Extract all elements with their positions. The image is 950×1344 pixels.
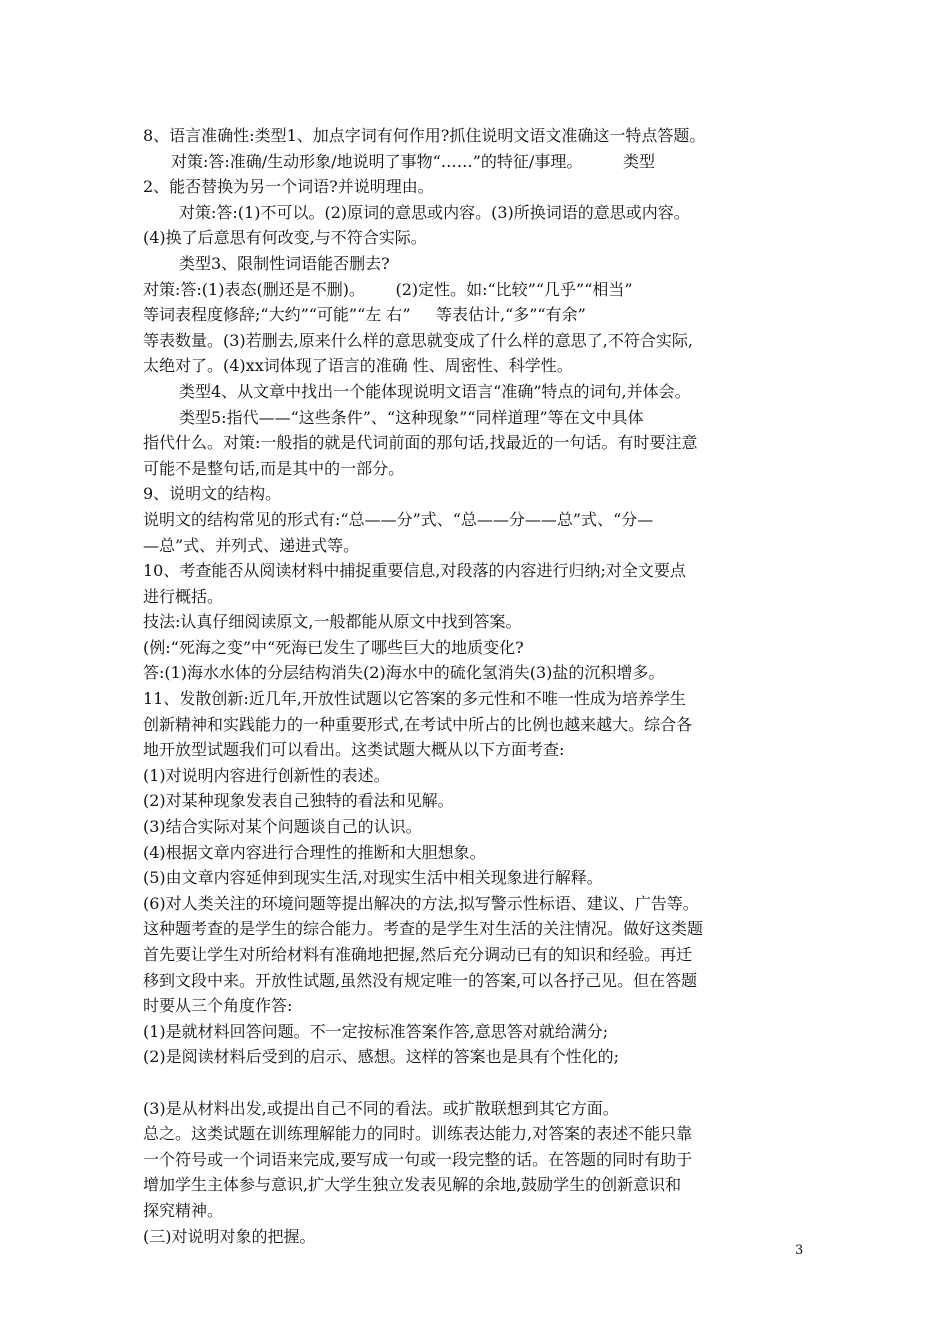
text-line: 对策:答:准确/生动形象/地说明了事物“……”的特征/事理。 类型 xyxy=(171,151,656,171)
blank-line xyxy=(143,1070,813,1096)
list-item: (3)是从材料出发,或提出自己不同的看法。或扩散联想到其它方面。 xyxy=(143,1098,619,1118)
text-line: 移到文段中来。开放性试题,虽然没有规定唯一的答案,可以各抒己见。但在答题 xyxy=(143,970,698,990)
text-line: 总之。这类试题在训练理解能力的同时。训练表达能力,对答案的表述不能只靠 xyxy=(143,1124,693,1144)
text-line: 对策:答:(1)表态(删还是不删)。 (2)定性。如:“比较”“几乎”“相当” xyxy=(143,279,633,299)
text-line: 等词表程度修辞;“大约”“可能”“左 右” 等表估计,“多”“有余” xyxy=(143,305,586,325)
text-line: 时要从三个角度作答: xyxy=(143,996,293,1016)
section-heading: (三)对说明对象的把握。 xyxy=(143,1226,316,1246)
text-line: 进行概括。 xyxy=(143,586,224,606)
section-heading: 9、说明文的结构。 xyxy=(143,484,282,504)
text-line: 创新精神和实践能力的一种重要形式,在考试中所占的比例也越来越大。综合各 xyxy=(143,714,693,734)
text-line: 这种题考查的是学生的综合能力。考查的是学生对生活的关注情况。做好这类题 xyxy=(143,919,704,939)
text-line: 探究精神。 xyxy=(143,1200,224,1220)
page-number: 3 xyxy=(795,1243,804,1258)
section-heading: 11、发散创新:近几年,开放性试题以它答案的多元性和不唯一性成为培养学生 xyxy=(143,689,686,709)
text-line: 类型3、限制性词语能否删去? xyxy=(179,253,390,273)
text-line: 答:(1)海水水体的分层结构消失(2)海水中的硫化氢消失(3)盐的沉积增多。 xyxy=(143,663,665,683)
text-line: 一个符号或一个词语来完成,要写成一句或一段完整的话。在答题的同时有助于 xyxy=(143,1149,693,1169)
text-line: 技法:认真仔细阅读原文,一般都能从原文中找到答案。 xyxy=(143,612,522,632)
list-item: (3)结合实际对某个问题谈自己的认识。 xyxy=(143,817,422,837)
text-line: 指代什么。对策:一般指的就是代词前面的那句话,找最近的一句话。有时要注意 xyxy=(143,433,698,453)
list-item: (2)对某种现象发表自己独特的看法和见解。 xyxy=(143,791,454,811)
text-line: 地开放型试题我们可以看出。这类试题大概从以下方面考查: xyxy=(143,740,565,760)
text-line: 类型5:指代——“这些条件”、“这种现象”“同样道理”等在文中具体 xyxy=(179,407,644,427)
text-line: 2、能否替换为另一个词语?并说明理由。 xyxy=(143,177,434,197)
text-line: (4)换了后意思有何改变,与不符合实际。 xyxy=(143,228,427,248)
text-line: 可能不是整句话,而是其中的一部分。 xyxy=(143,458,405,478)
text-line: 说明文的结构常见的形式有:“总——分”式、“总——分——总”式、“分— xyxy=(143,509,654,529)
text-line: 类型4、从文章中找出一个能体现说明文语言“准确”特点的词句,并体会。 xyxy=(179,381,691,401)
document-body xyxy=(143,123,813,1249)
list-item: (1)是就材料回答问题。不一定按标准答案作答,意思答对就给满分; xyxy=(143,1021,609,1041)
text-line: 等表数量。(3)若删去,原来什么样的意思就变成了什么样的意思了,不符合实际, xyxy=(143,330,693,350)
list-item: (4)根据文章内容进行合理性的推断和大胆想象。 xyxy=(143,842,486,862)
text-line: 太绝对了。(4)xx词体现了语言的准确 性、周密性、科学性。 xyxy=(143,356,573,376)
text-line: 8、语言准确性:类型1、加点字词有何作用?抓住说明文语文准确这一特点答题。 xyxy=(143,126,706,145)
text-line: 首先要让学生对所给材料有准确地把握,然后充分调动已有的知识和经验。再迁 xyxy=(143,945,693,964)
list-item: (6)对人类关注的环境问题等提出解决的方法,拟写警示性标语、建议、广告等。 xyxy=(143,893,699,913)
list-item: (1)对说明内容进行创新性的表述。 xyxy=(143,765,390,785)
list-item: (5)由文章内容延伸到现实生活,对现实生活中相关现象进行解释。 xyxy=(143,868,603,888)
text-line: —总”式、并列式、递进式等。 xyxy=(143,535,360,555)
text-line: 对策:答:(1)不可以。(2)原词的意思或内容。(3)所换词语的意思或内容。 xyxy=(179,202,690,222)
section-heading: 10、考查能否从阅读材料中捕捉重要信息,对段落的内容进行归纳;对全文要点 xyxy=(143,561,686,581)
text-line: (例:“死海之变”中“死海已发生了哪些巨大的地质变化? xyxy=(143,637,524,657)
list-item: (2)是阅读材料后受到的启示、感想。这样的答案也是具有个性化的; xyxy=(143,1047,620,1067)
text-line: 增加学生主体参与意识,扩大学生独立发表见解的余地,鼓励学生的创新意识和 xyxy=(143,1175,682,1195)
